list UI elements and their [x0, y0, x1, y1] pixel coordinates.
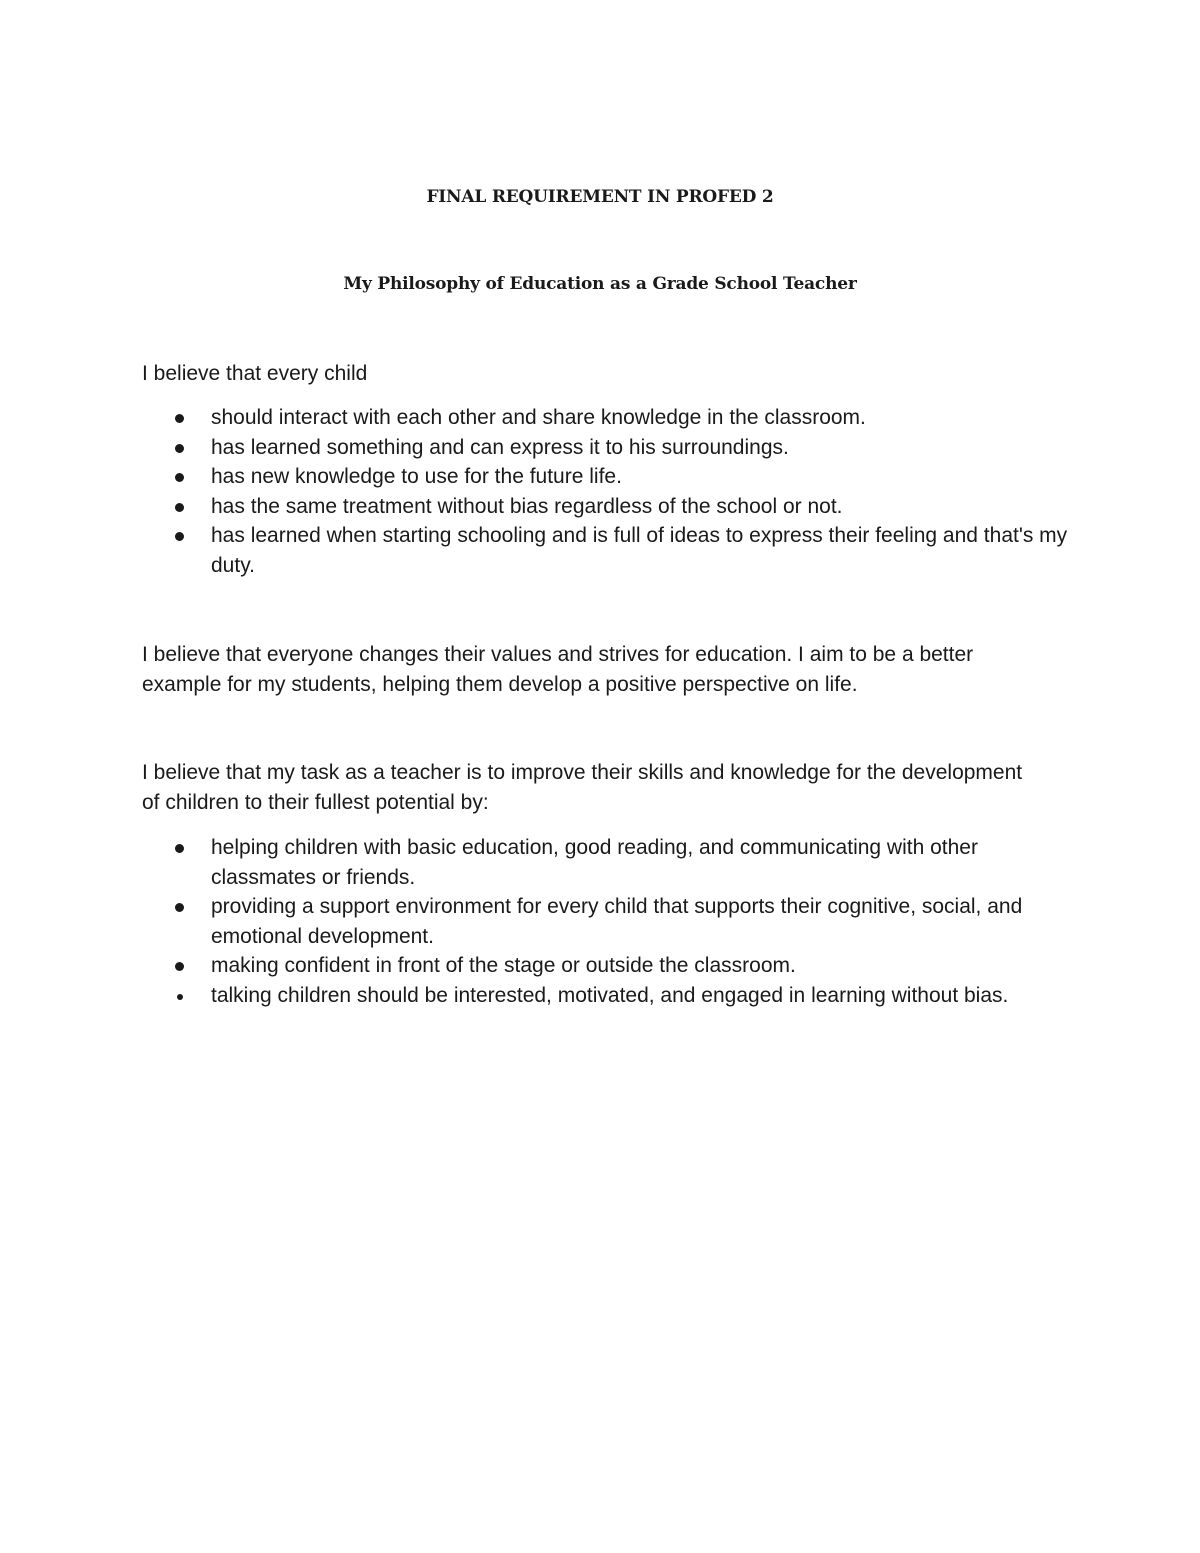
list-item [170, 462, 1070, 492]
bullet-icon [177, 994, 183, 1000]
list-item [170, 981, 1070, 1011]
bullet-icon [175, 532, 184, 541]
list-item-text: should interact with each other and share knowledge in the classroom. [211, 406, 866, 429]
intro-paragraph: I believe that every child [142, 362, 368, 385]
bullet-icon [175, 414, 184, 423]
list-item-text: has new knowledge to use for the future life. [211, 465, 622, 488]
bullet-icon [175, 473, 184, 482]
list-item-text: talking children should be interested, motivated, and engaged in learning without bias. [211, 983, 1009, 1007]
list-item-text: making confident in front of the stage or outside the classroom. [211, 954, 796, 977]
list-item-text: providing a support environment for every child that supports their cognitive, social, and emotional development. [211, 895, 1023, 948]
bullet-icon [175, 962, 184, 971]
bullet-icon [175, 844, 184, 853]
list-item-text: has learned when starting schooling and is full of ideas to express their feeling and that's my duty. [211, 524, 1068, 577]
belief-list [170, 403, 1070, 580]
list-item [170, 433, 1070, 463]
list-item-text: has the same treatment without bias regardless of the school or not. [211, 494, 843, 518]
bullet-icon [175, 503, 184, 512]
list-item-text: helping children with basic education, good reading, and communicating with other classmates or friends. [211, 836, 978, 889]
values-paragraph: I believe that everyone changes their values and strives for education. I aim to be a better example for my students, helping them develop a positive perspective on life. [142, 643, 974, 696]
list-item [170, 833, 1070, 892]
bullet-icon [175, 444, 184, 453]
document-title: FINAL REQUIREMENT IN PROFED 2 [426, 187, 774, 207]
task-paragraph: I believe that my task as a teacher is to improve their skills and knowledge for the development of children to their fullest potential by: [142, 761, 1023, 814]
bullet-icon [175, 903, 184, 912]
list-item [170, 521, 1070, 580]
list-item [170, 403, 1070, 433]
list-item [170, 492, 1070, 522]
task-list [170, 833, 1070, 1010]
list-item-text: has learned something and can express it to his surroundings. [211, 435, 789, 459]
list-item [170, 892, 1070, 951]
document-subtitle: My Philosophy of Education as a Grade School Teacher [343, 274, 857, 294]
list-item [170, 951, 1070, 981]
